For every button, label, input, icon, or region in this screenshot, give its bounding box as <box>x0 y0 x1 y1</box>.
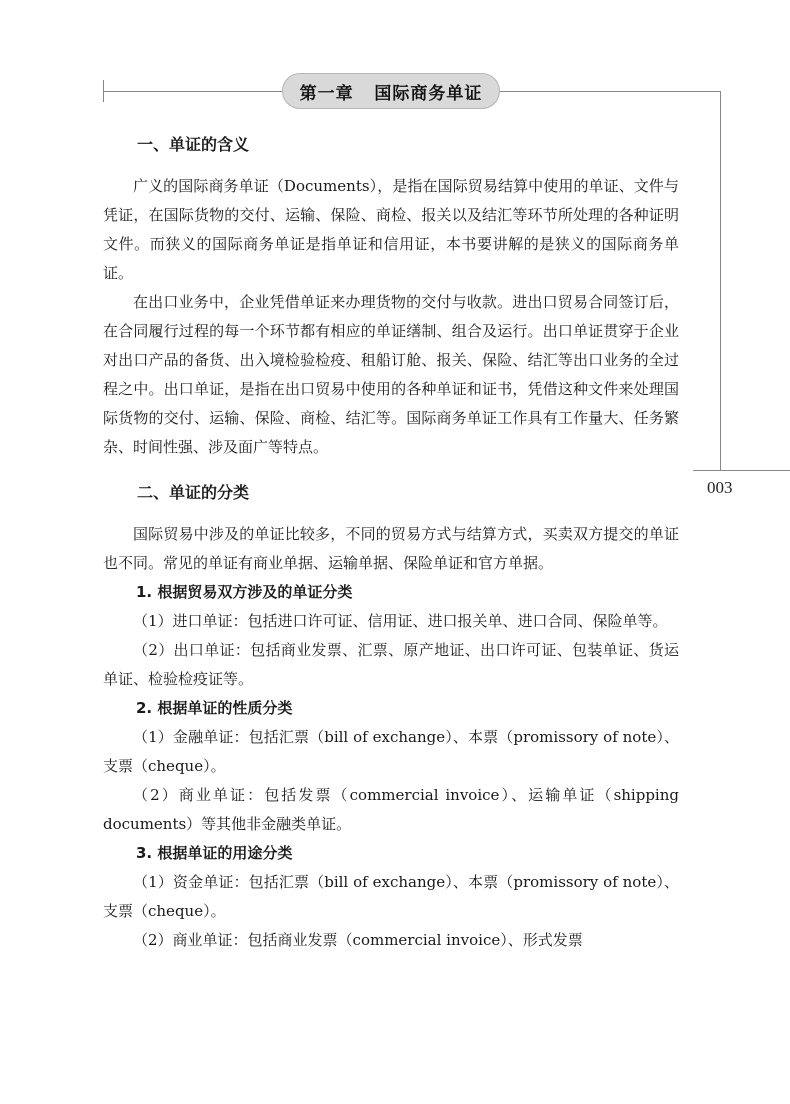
chapter-number: 第一章 <box>299 83 354 104</box>
list-item: （2）商业单证：包括商业发票（commercial invoice）、形式发票 <box>133 931 583 949</box>
subsection-title: 1. 根据贸易双方涉及的单证分类 <box>136 583 353 601</box>
header-rule-left <box>103 91 283 92</box>
section-title: 二、单证的分类 <box>137 483 250 502</box>
paragraph: 广义的国际商务单证（Documents），是指在国际贸易结算中使用的单证、文件与凭证，在国际货物的交付、运输、保险、商检、报关以及结汇等环节所处理的各种证明文件。而狭义的国际商务单证是指单证和信用证，本书要讲解的是狭义的国际商务单证。 <box>103 177 679 282</box>
list-item: （2）商业单证：包括发票（commercial invoice）、运输单证（shipping documents）等其他非金融类单证。 <box>103 786 679 833</box>
chapter-header <box>282 73 500 109</box>
list-item: （1）金融单证：包括汇票（bill of exchange）、本票（promissory of note）、支票（cheque）。 <box>103 728 679 775</box>
list-item: （2）出口单证：包括商业发票、汇票、原产地证、出口许可证、包装单证、货运单证、检验检疫证等。 <box>103 641 679 688</box>
list-item: （1）进口单证：包括进口许可证、信用证、进口报关单、进口合同、保险单等。 <box>133 612 668 630</box>
subsection-title: 3. 根据单证的用途分类 <box>136 844 293 862</box>
chapter-title: 国际商务单证 <box>374 83 483 104</box>
paragraph: 国际贸易中涉及的单证比较多，不同的贸易方式与结算方式，买卖双方提交的单证也不同。常见的单证有商业单据、运输单据、保险单证和官方单据。 <box>103 525 679 572</box>
page-number-rule <box>693 470 790 471</box>
paragraph: 在出口业务中，企业凭借单证来办理货物的交付与收款。进出口贸易合同签订后，在合同履行过程的每一个环节都有相应的单证缮制、组合及运行。出口单证贯穿于企业对出口产品的备货、出入境检验检疫、租船订舱、报关、保险、结汇等出口业务的全过程之中。出口单证，是指在出口贸易中使用的各种单证和证书，凭借这种文件来处理国际货物的交付、运输、保险、商检、结汇等。国际商务单证工作具有工作量大、任务繁杂、时间性强、涉及面广等特点。 <box>103 293 679 456</box>
page-body <box>103 130 679 955</box>
page-number: 003 <box>707 478 733 497</box>
margin-rule-vertical <box>720 91 721 470</box>
subsection-title: 2. 根据单证的性质分类 <box>136 699 293 717</box>
header-rule-right <box>500 91 721 92</box>
list-item: （1）资金单证：包括汇票（bill of exchange）、本票（promissory of note）、支票（cheque）。 <box>103 873 679 920</box>
section-title: 一、单证的含义 <box>137 135 250 154</box>
